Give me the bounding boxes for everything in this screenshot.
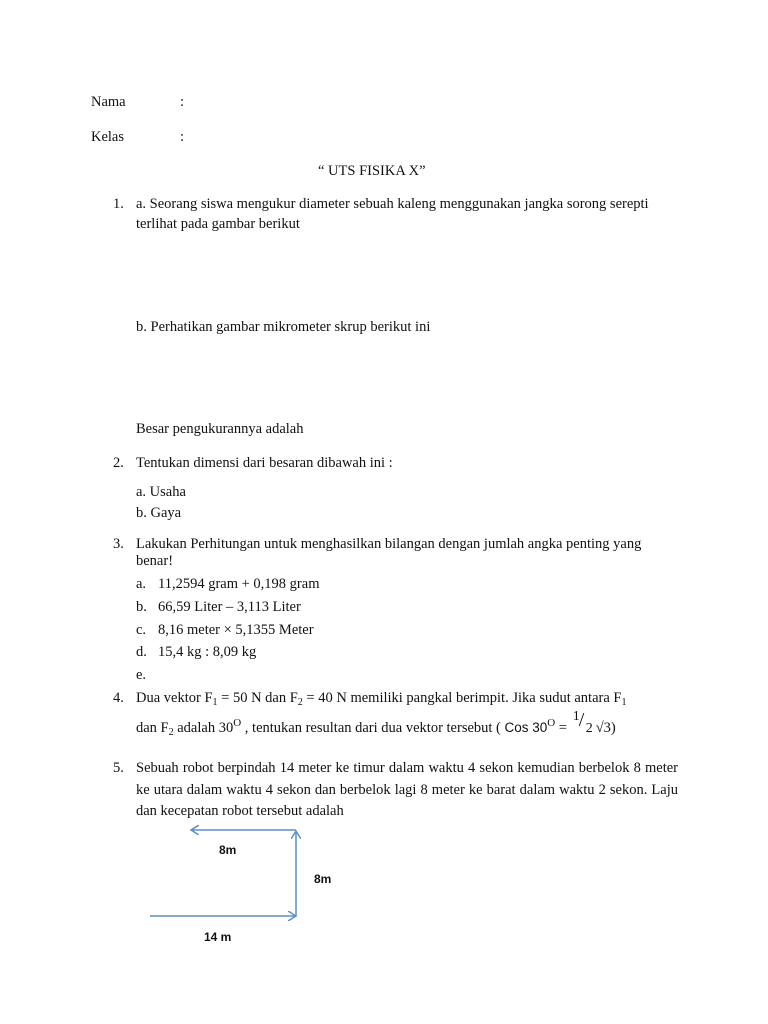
q3-item-text: 8,16 meter × 5,1355 Meter — [158, 622, 314, 638]
q3-item-text: 15,4 kg : 8,09 kg — [158, 644, 257, 660]
q4-text: dan F — [136, 720, 169, 736]
nama-colon: : — [180, 94, 185, 110]
q4-close-paren: ) — [610, 720, 616, 736]
q4-subscript: 2 — [297, 697, 303, 708]
q4-frac-num: 1 — [572, 709, 580, 724]
q4-frac-slash: / — [578, 709, 585, 731]
q3-item-label: a. — [136, 576, 147, 592]
kelas-colon: : — [180, 129, 185, 145]
q4-frac-den: 2 — [585, 721, 593, 736]
q5-number: 5. — [113, 760, 124, 776]
q3-item-text: 11,2594 gram + 0,198 gram — [158, 576, 320, 592]
kelas-label: Kelas — [91, 129, 125, 145]
q2-text: Tentukan dimensi dari besaran dibawah ini : — [136, 455, 393, 471]
q4-text: Dua vektor F — [136, 690, 213, 706]
label-west-8m: 8m — [219, 843, 237, 857]
q3-number: 3. — [113, 536, 124, 552]
q3-item-text: 66,59 Liter – 3,113 Liter — [158, 599, 301, 615]
q3-item-label: d. — [136, 644, 147, 660]
q2-a: a. Usaha — [136, 484, 186, 500]
q4-number: 4. — [113, 690, 124, 706]
label-north-8m: 8m — [314, 872, 332, 886]
q4-text: = 50 N dan F — [217, 690, 298, 706]
q5-text: Sebuah robot berpindah 14 meter ke timur dalam waktu 4 sekon kemudian berbelok 8 meter ke utara dalam waktu 4 sekon dan berbelok lagi 8 meter ke barat dalam waktu 2 sekon. Laju dan kecepatan robot tersebut adalah — [136, 760, 678, 819]
q3-line1: Lakukan Perhitungan untuk menghasilkan bilangan dengan jumlah angka penting yang — [136, 536, 642, 552]
q4-subscript: 1 — [621, 697, 627, 708]
q4-degree: O — [547, 717, 556, 729]
q4-text: adalah 30 — [173, 720, 234, 736]
q3-item-label: c. — [136, 622, 147, 638]
q4-text: , tentukan resultan dari dua vektor tersebut ( — [241, 720, 505, 736]
q1-number: 1. — [113, 196, 124, 212]
q4-fraction — [571, 709, 593, 736]
page-title: “ UTS FISIKA X” — [318, 163, 426, 179]
q4-cos: Cos 30 — [504, 720, 548, 735]
q4-sqrt: √3 — [595, 720, 611, 736]
q4-subscript: 1 — [212, 697, 218, 708]
q1-c: Besar pengukurannya adalah — [136, 421, 304, 437]
q4-line1 — [136, 688, 626, 713]
q4-subscript: 2 — [168, 727, 174, 738]
q4-degree: O — [233, 717, 242, 729]
q1-a-line1: a. Seorang siswa mengukur diameter sebuah kaleng menggunakan jangka sorong serepti — [136, 196, 649, 212]
q1-a-line2: terlihat pada gambar berikut — [136, 216, 300, 232]
q3-line2: benar! — [136, 553, 174, 569]
q3-item-label: b. — [136, 599, 147, 615]
nama-label: Nama — [91, 94, 126, 110]
q4-equals: = — [555, 720, 571, 736]
q1-b: b. Perhatikan gambar mikrometer skrup berikut ini — [136, 319, 431, 335]
q4-text: = 40 N memiliki pangkal berimpit. Jika sudut antara F — [302, 690, 622, 706]
q2-number: 2. — [113, 455, 124, 471]
label-east-14m: 14 m — [204, 930, 232, 944]
q3-item-label: e. — [136, 667, 147, 683]
q4-line2 — [136, 709, 616, 743]
q2-b: b. Gaya — [136, 505, 182, 521]
